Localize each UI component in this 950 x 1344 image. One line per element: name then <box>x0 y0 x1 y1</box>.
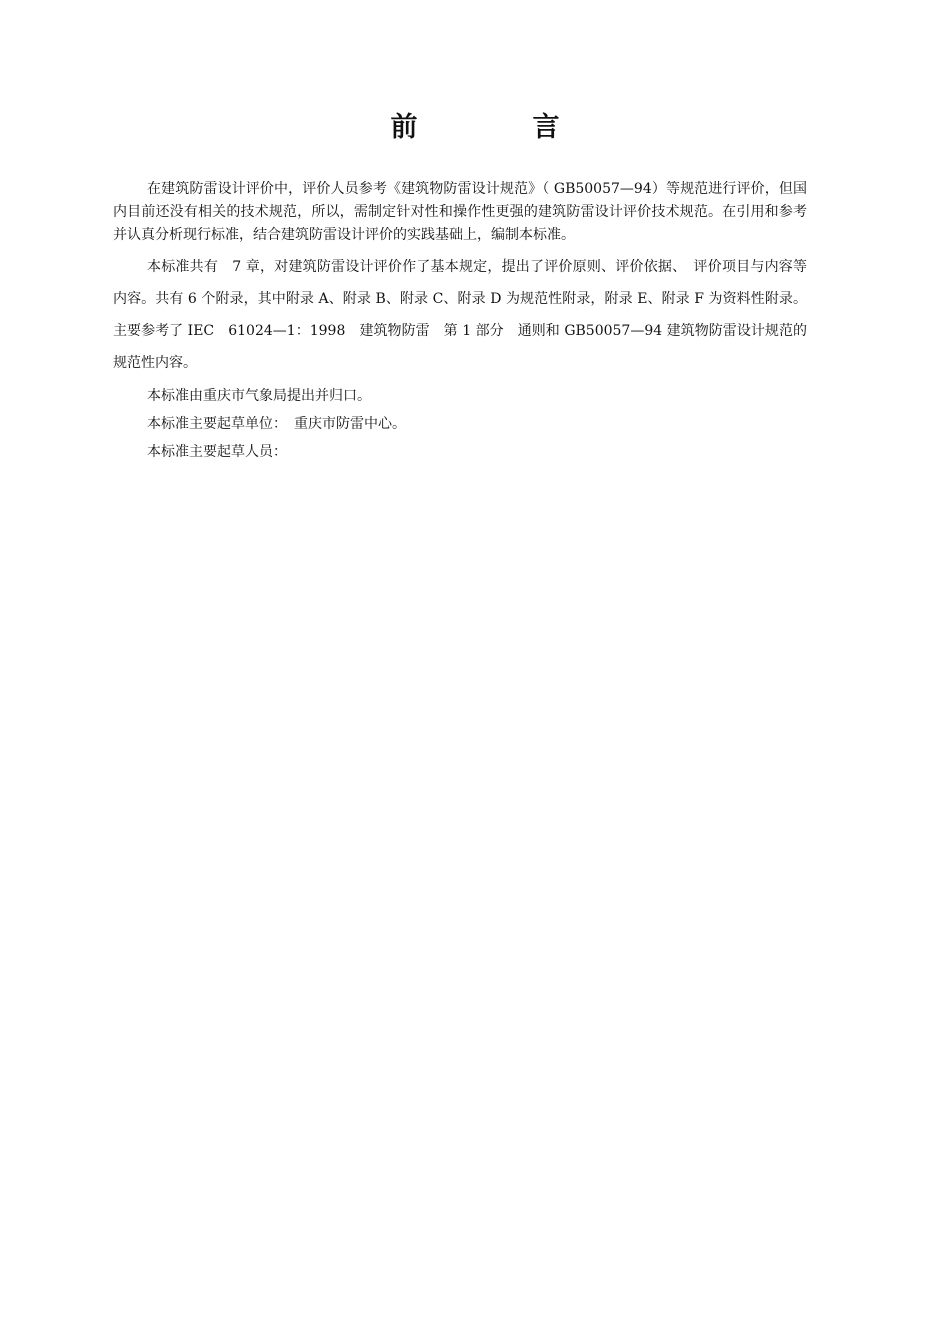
page-title: 前 言 <box>390 112 604 143</box>
paragraph-background: 在建筑防雷设计评价中，评价人员参考《建筑物防雷设计规范》（ GB50057—94）等规范进行评价，但国内目前还没有相关的技术规范，所以，需制定针对性和操作性更强的建筑防雷设计评价技术规范。在引用和参考并认真分析现行标准，结合建筑防雷设计评价的实践基础上，编制本标准。 <box>113 181 807 243</box>
paragraph-structure: 本标准共有 7 章，对建筑防雷设计评价作了基本规定，提出了评价原则、评价依据、 评价项目与内容等内容。共有 6 个附录，其中附录 A、附录 B、附录 C、附录 D 为规范性附录，附录 E、附录 F 为资料性附录。主要参考了 IEC 61024—1：1998 建筑物防雷 第 1 部分 通则和 GB50057—94 建筑物防雷设计规范的规范性内容。 <box>113 259 807 371</box>
paragraph-drafters: 本标准主要起草人员： <box>147 444 287 460</box>
paragraph-proposer: 本标准由重庆市气象局提出并归口。 <box>147 388 371 404</box>
paragraph-drafting-unit: 本标准主要起草单位： 重庆市防雷中心。 <box>147 416 406 432</box>
foreword-body <box>113 178 807 464</box>
